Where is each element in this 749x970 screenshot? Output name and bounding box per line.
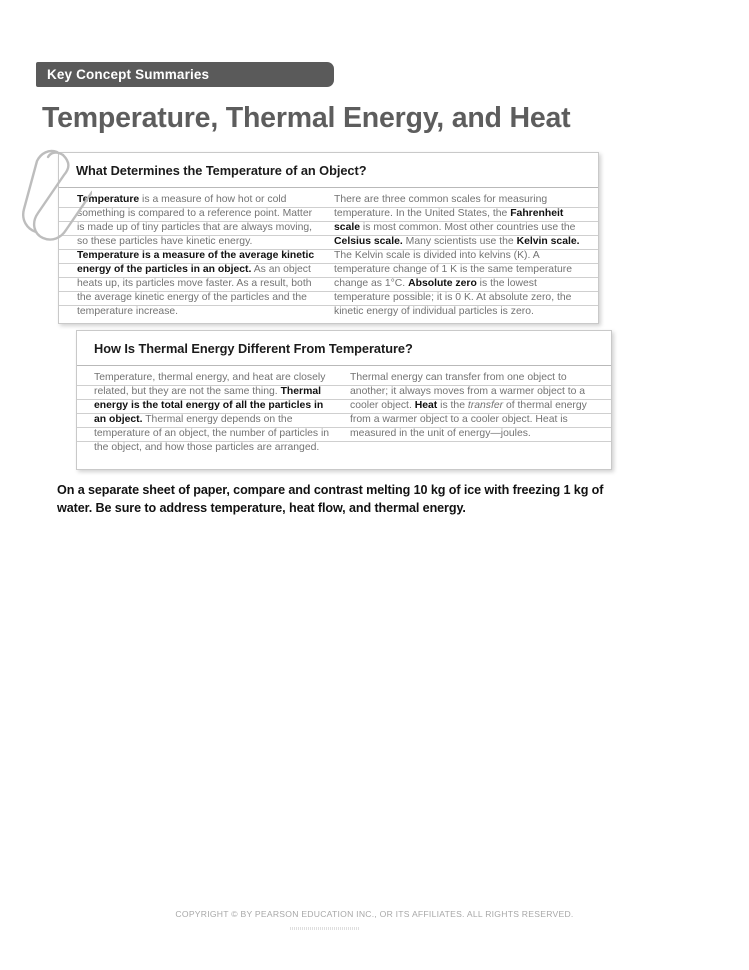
card-2-heading: How Is Thermal Energy Different From Temperature?	[94, 340, 413, 356]
card-2-header	[77, 331, 611, 366]
summary-card-2	[76, 330, 612, 470]
banner-label: Key Concept Summaries	[47, 67, 210, 82]
paperclip-icon	[22, 146, 92, 251]
card-2-left-column: Temperature, thermal energy, and heat are closely related, but they are not the same thing. Thermal energy is the total energy of all the particles in an object. Thermal energy depends on the temperature of an object, the number of particles in the object, and how those particles are arranged.	[94, 372, 330, 453]
card-1-body	[59, 188, 598, 319]
card-1-left-column: Temperature is a measure of how hot or cold something is compared to a reference point. Matter is made up of tiny particles that are always moving, so these particles have kinetic energy. Temperature is a measure of the average kinetic energy of the particles in an object. As an object heats up, its particles move faster. As a result, both the average kinetic energy of the particles and the temperature increase.	[77, 194, 315, 317]
card-2-body	[77, 366, 611, 455]
key-concept-summaries-banner	[36, 62, 334, 87]
copyright-notice: COPYRIGHT © BY PEARSON EDUCATION INC., OR ITS AFFILIATES. ALL RIGHTS RESERVED.	[175, 909, 574, 919]
page-title: Temperature, Thermal Energy, and Heat	[42, 102, 571, 134]
card-1-header	[59, 153, 598, 188]
card-2-right-column: Thermal energy can transfer from one object to another; it always moves from a warmer object to a cooler object. Heat is the transfer of thermal energy from a warmer object to a cooler object. Heat is measured in the unit of energy—joules.	[350, 372, 587, 439]
activity-prompt: On a separate sheet of paper, compare and contrast melting 10 kg of ice with freezing 1 kg of water. Be sure to address temperature, heat flow, and thermal energy.	[57, 483, 604, 515]
footer-artifact	[290, 927, 360, 930]
summary-card-1	[58, 152, 599, 324]
card-1-heading: What Determines the Temperature of an Object?	[76, 162, 367, 178]
card-1-right-column: There are three common scales for measuring temperature. In the United States, the Fahrenheit scale is most common. Most other countries use the Celsius scale. Many scientists use the Kelvin scale. The Kelvin scale is divided into kelvins (K). A temperature change of 1 K is the same temperature change as 1°C. Absolute zero is the lowest temperature possible; it is 0 K. At absolute zero, the kinetic energy of individual particles is zero.	[334, 194, 580, 317]
